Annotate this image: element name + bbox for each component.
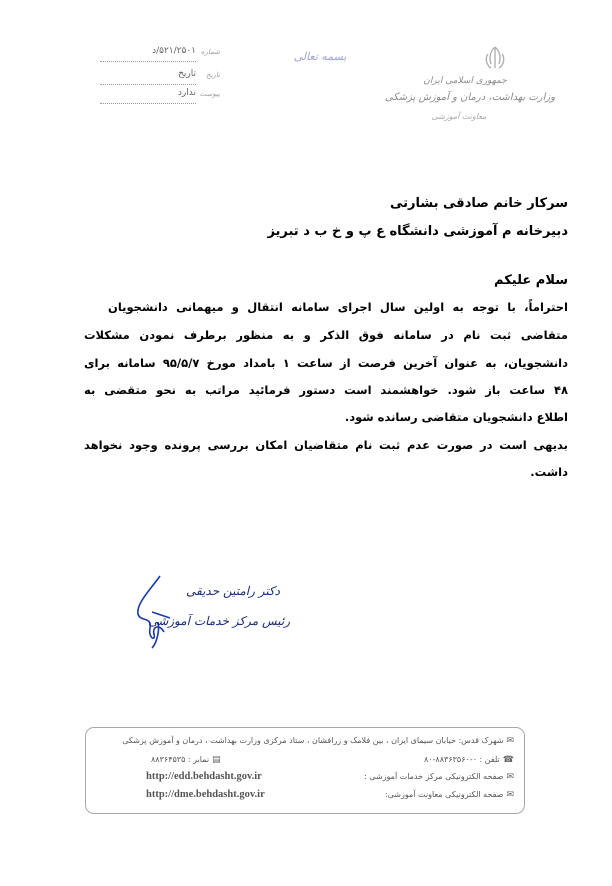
signatory-name: دکتر رامتین حدیقی [186,584,280,598]
footer-contact-box [85,727,525,814]
dme-url-link[interactable]: http://dme.behdasht.gov.ir [146,789,265,800]
basmala: بسمه تعالی [293,50,347,63]
attachment-label: پیوست [199,90,220,98]
attachment-value: ندارد [177,88,196,98]
greeting: سلام علیکم [494,273,568,288]
dotted-line [100,103,196,104]
date-label: تاریخ [206,71,220,79]
iran-emblem-icon [482,44,508,74]
fax-icon: ▤ [212,755,221,765]
body-line: داشت. [530,465,568,479]
footer-edd-label [364,772,514,782]
recipient-office: دبیرخانه م آموزشی دانشگاه ع پ و خ ب د تبریز [267,224,568,239]
dme-label-text: صفحه الکترونیکی معاونت آموزشی: [384,790,504,799]
footer-address [122,736,514,746]
fax-text: نمابر : ۸۸۳۶۴۵۳۵ [151,755,210,764]
envelope-icon: ✉ [506,772,514,782]
recipient-name: سرکار خانم صادقی بشارتی [390,196,568,211]
body-line: متقاضی ثبت نام در سامانه فوق الذکر و به منظور برطرف نمودن مشکلات [84,328,568,342]
phone-text: تلفن : ۰-۸۸۳۶۳۵۶۰-۸۰ [423,755,500,764]
meta-attachment [100,88,220,102]
number-value: ۵۲۱/۲۵۰۱/د [152,46,196,56]
edd-url-link[interactable]: http://edd.behdasht.gov.ir [146,771,262,782]
body-line: بدیهی است در صورت عدم ثبت نام متقاضیان امکان بررسی پرونده وجود نخواهد [84,438,568,452]
letterhead-country: جمهوری اسلامی ایران [423,76,507,86]
number-label: شماره [200,48,220,56]
body-line: ۴۸ ساعت باز شود. خواهشمند است دستور فرمائید مراتب به نحو متقضی به [84,383,568,397]
footer-fax [151,755,221,765]
footer-phone [424,755,514,765]
letterhead-ministry: وزارت بهداشت، درمان و آموزش پزشکی [384,92,556,103]
body-line: اطلاع دانشجویان متقاضی رسانده شود. [344,410,568,424]
letterhead-deputy: معاونت آموزشی [431,112,487,121]
meta-number [100,46,220,60]
signature-scribble-icon [130,572,180,652]
edd-label-text: صفحه الکترونیکی مرکز خدمات آموزشی : [364,772,504,781]
envelope-icon: ✉ [506,790,514,800]
body-line: دانشجویان، به عنوان آخرین فرصت از ساعت ۱ بامداد مورخ ۹۵/۵/۷ سامانه برای [84,356,568,370]
location-icon: ✉ [506,736,514,746]
meta-date [100,69,220,83]
signature-block [130,572,290,652]
dotted-line [100,84,196,85]
footer-dme-label [385,790,514,800]
signatory-title: رئیس مرکز خدمات آموزشی [148,614,290,628]
dotted-line [100,61,196,62]
date-value: تاریخ [178,69,196,79]
phone-icon: ☎ [502,755,514,765]
address-text: شهرک قدس: خیابان سیمای ایران ، بین فلامک و زرافشان ، ستاد مرکزی وزارت بهداشت ، درمان و آموزش پزشکی [122,736,504,745]
body-line: احتراماً، با توجه به اولین سال اجرای سامانه انتقال و میهمانی دانشجویان [108,300,568,314]
